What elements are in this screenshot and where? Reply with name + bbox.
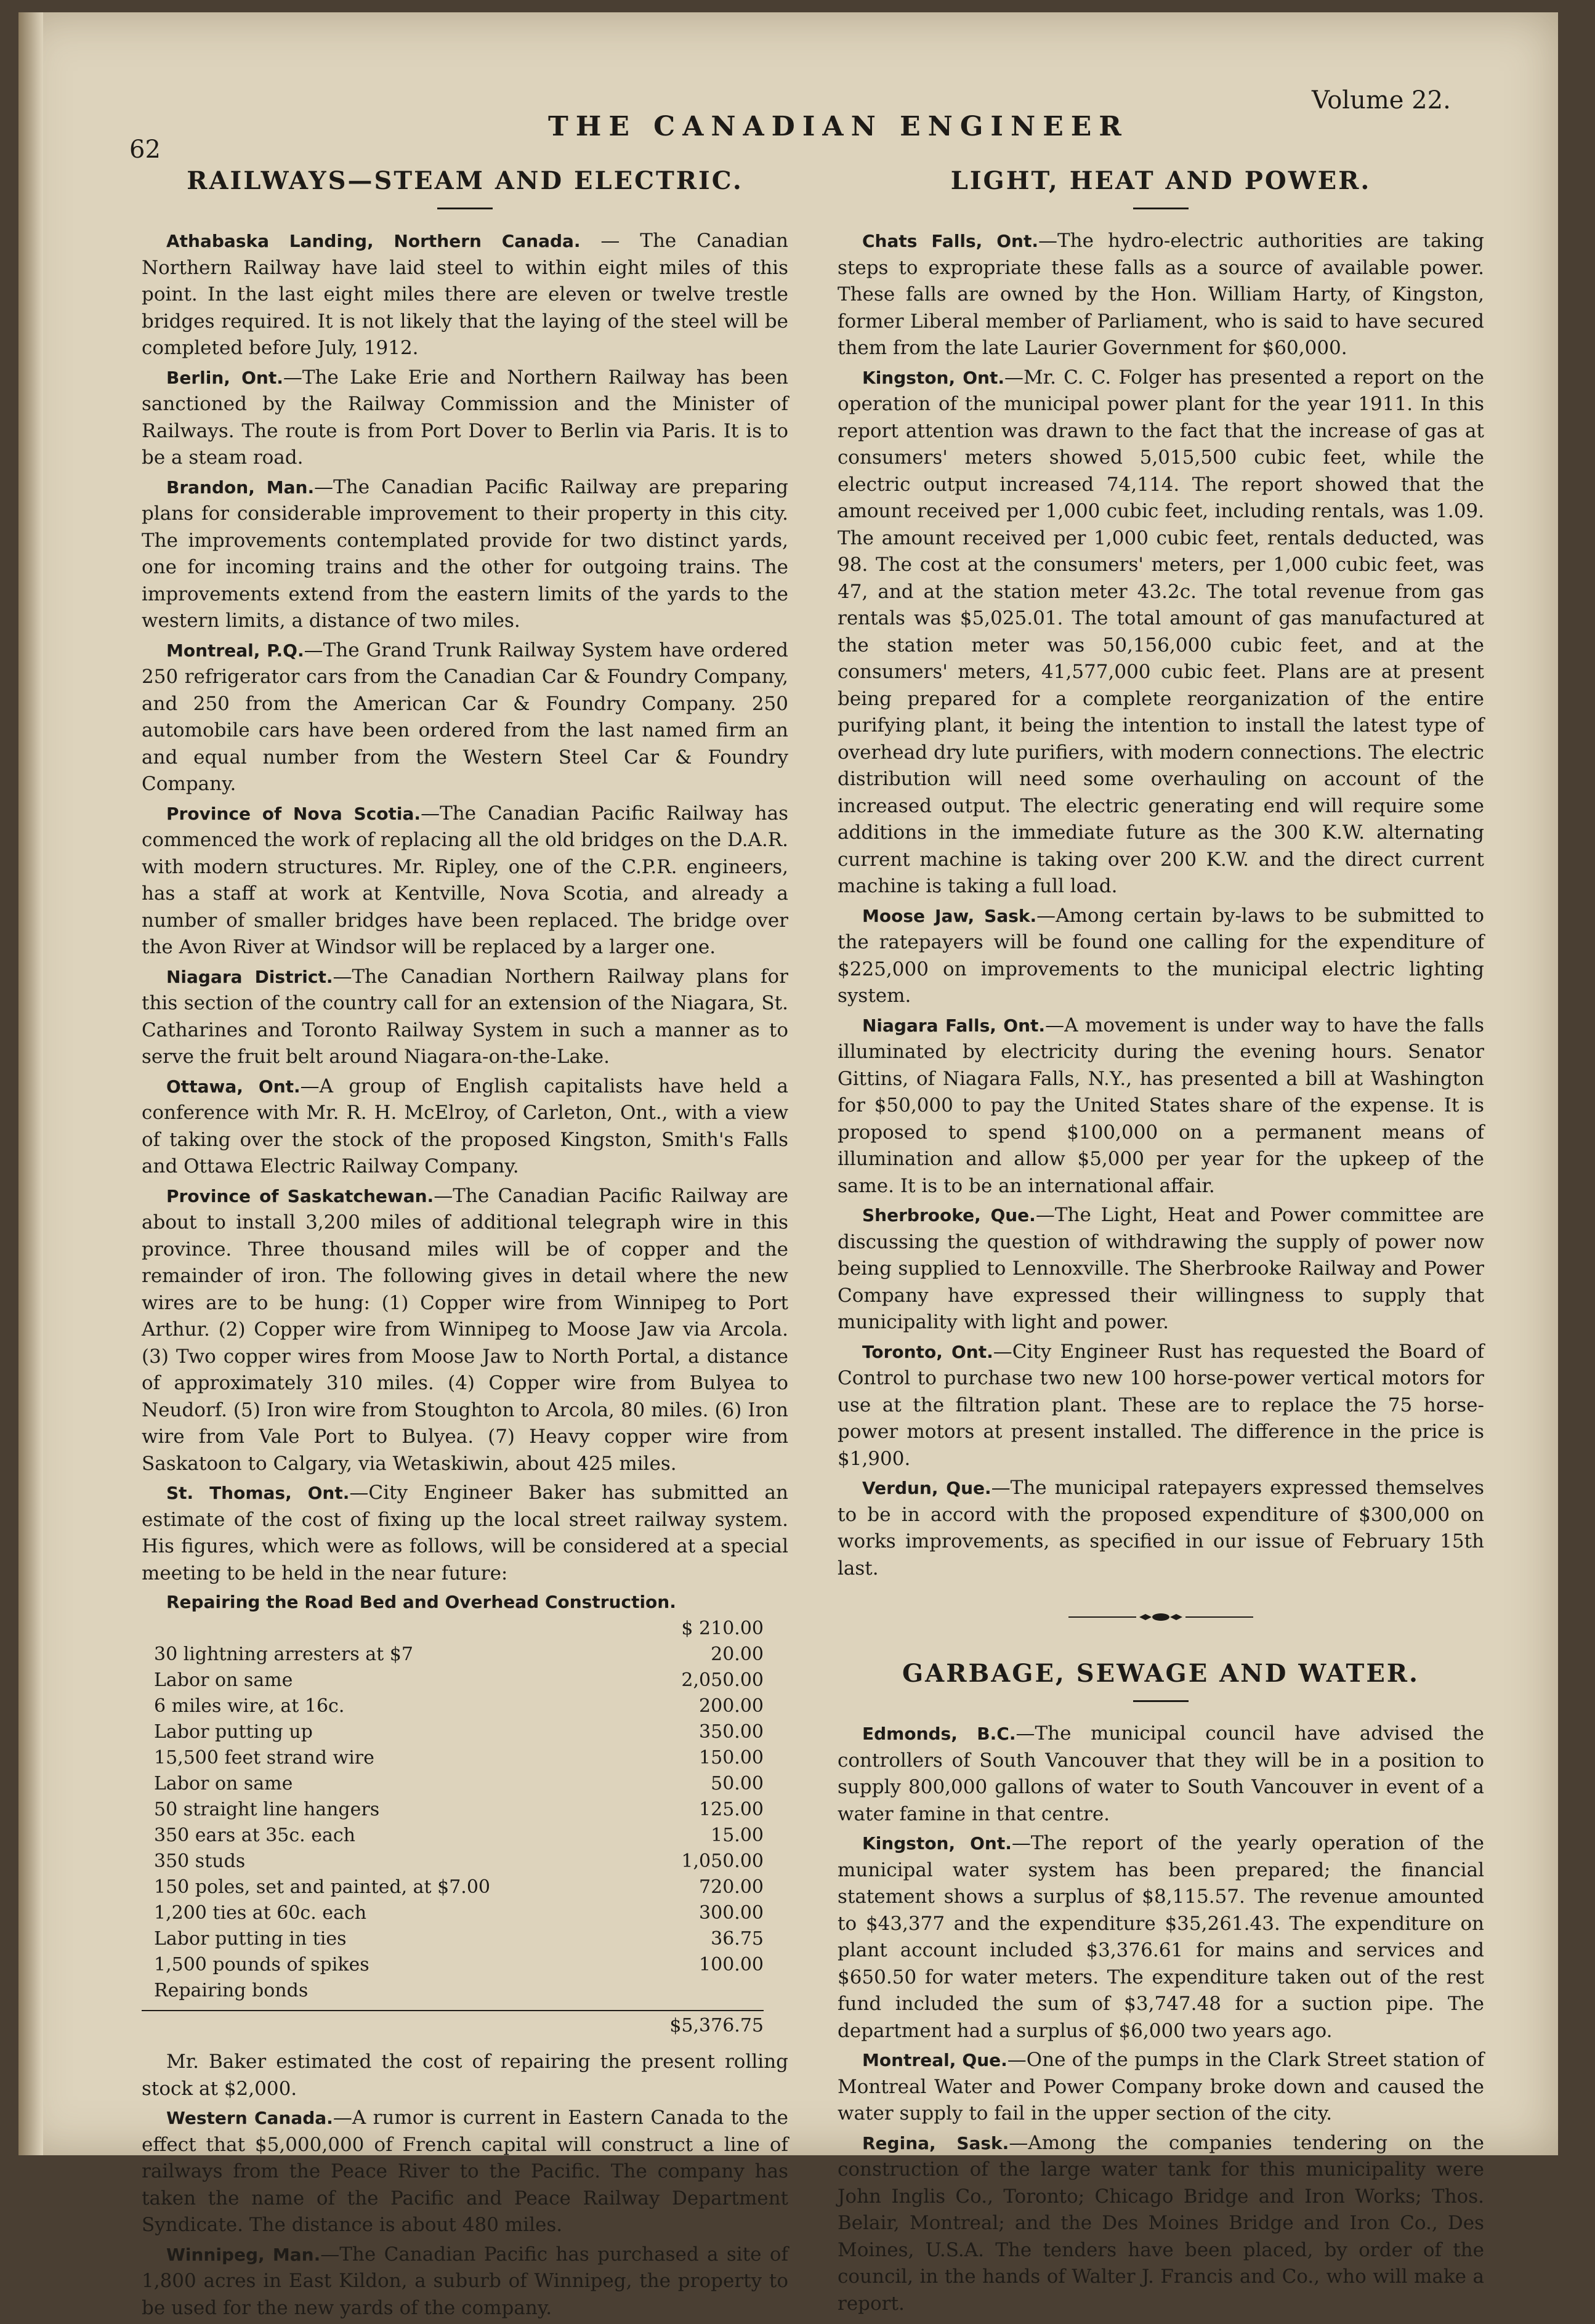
book-binding-shadow bbox=[18, 12, 43, 2155]
cost-total: $5,376.75 bbox=[142, 2010, 764, 2036]
cost-amount bbox=[634, 1978, 764, 2004]
cost-label: 6 miles wire, at 16c. bbox=[154, 1695, 345, 1717]
news-item bbox=[142, 474, 788, 635]
item-place: Kingston, Ont. bbox=[862, 1833, 1012, 1854]
cost-label: Labor putting in ties bbox=[154, 1928, 347, 1950]
cost-label: 150 poles, set and painted, at $7.00 bbox=[154, 1876, 491, 1898]
item-place: Winnipeg, Man. bbox=[166, 2244, 321, 2265]
cost-row bbox=[154, 1693, 764, 1719]
item-text: —The Canadian Pacific Railway are preparing plans for considerable improvement to their property in this city. The improvements contemplated provide for two distinct yards, one for incoming trains and the other for outgoing trains. The improvements extend from the eastern limits of the yards to the western limits, a distance of two miles. bbox=[142, 475, 788, 632]
cost-amount: 1,050.00 bbox=[681, 1850, 764, 1872]
item-place: Regina, Sask. bbox=[862, 2132, 1009, 2153]
item-text: —The Canadian Pacific Railway are about to install 3,200 miles of additional telegraph wire in this province. Three thousand miles will be of copper and the remainder of iron. The following gives in detail where the new wires are to be hung: (1) Copper wire from Winnipeg to Port Arthur. (2) Copper wire from Winnipeg to Moose Jaw via Arcola. (3) Two copper wires from Moose Jaw to North Portal, a distance of approximately 310 miles. (4) Copper wire from Bulyea to Neudorf. (5) Iron wire from Stoughton to Arcola, 80 miles. (6) Iron wire from Vale Port to Bulyea. (7) Heavy copper wire from Saskatoon to Calgary, via Wetaskiwin, about 425 miles. bbox=[142, 1184, 788, 1475]
item-text: —Among certain by-laws to be submitted to the ratepayers will be found one calling for the expenditure of $225,000 on improvements to the municipal electric lighting system. bbox=[838, 904, 1485, 1007]
cost-amount: 15.00 bbox=[711, 1825, 764, 1846]
garbage-items bbox=[838, 1721, 1484, 2317]
cost-amount: 720.00 bbox=[699, 1876, 764, 1898]
news-item bbox=[838, 1830, 1484, 2044]
news-item bbox=[838, 2047, 1484, 2128]
garbage-section-title: GARBAGE, SEWAGE AND WATER. bbox=[902, 1659, 1419, 1688]
item-text: —The Canadian Pacific Railway has commenced the work of replacing all the old bridges on the D.A.R. with modern structures. Mr. Ripley, one of the C.P.R. engineers, has a staff at work at Kentville, Nova Scotia, and already a number of smaller bridges have been replaced. The bridge over the Avon River at Windsor will be replaced by a larger one. bbox=[142, 802, 788, 958]
news-item bbox=[142, 2049, 788, 2102]
cost-amount: 125.00 bbox=[699, 1799, 764, 1820]
item-place: Montreal, P.Q. bbox=[166, 640, 304, 661]
cost-amount: 300.00 bbox=[699, 1902, 764, 1924]
cost-amount: 150.00 bbox=[699, 1747, 764, 1769]
journal-title: THE CANADIAN ENGINEER bbox=[548, 111, 1129, 142]
cost-row bbox=[154, 1849, 764, 1874]
cost-row bbox=[154, 1616, 764, 1642]
item-text: —The Grand Trunk Railway System have ordered 250 refrigerator cars from the Canadian Car & Foundry Company, and 250 from the American Car & Foundry Company. 250 automobile cars have been ordered from the last named firm an and equal number from the Western Steel Car & Foundry Company. bbox=[142, 639, 788, 795]
volume-label: Volume 22. bbox=[1312, 86, 1451, 115]
cost-amount: 200.00 bbox=[699, 1695, 764, 1717]
cost-row bbox=[154, 1771, 764, 1797]
right-column bbox=[838, 160, 1484, 2320]
item-place: Kingston, Ont. bbox=[862, 367, 1004, 388]
item-place: Province of Nova Scotia. bbox=[166, 803, 421, 824]
news-item bbox=[838, 1475, 1484, 1582]
item-text: —The Lake Erie and Northern Railway has been sanctioned by the Railway Commission and the Minister of Railways. The route is from Port Dover to Berlin via Paris. It is to be a steam road. bbox=[142, 366, 788, 469]
item-place: Moose Jaw, Sask. bbox=[862, 905, 1037, 926]
item-place: Verdun, Que. bbox=[862, 1478, 991, 1498]
page bbox=[18, 12, 1558, 2319]
item-place: Niagara District. bbox=[166, 966, 333, 987]
item-text: —A movement is under way to have the falls illuminated by electricity during the evening hours. Senator Gittins, of Niagara Falls, N.Y., has presented a bill at Washington for $50,000 to pay the United States share of the expense. It is proposed to spend $100,000 on a permanent means of illumination and allow $5,000 per year for the upkeep of the same. It is to be an international affair. bbox=[838, 1014, 1484, 1197]
item-text: —The Canadian Northern Railway plans for this section of the country call for an extension of the Niagara, St. Catharines and Toronto Railway System in such a manner as to serve the fruit belt around Niagara-on-the-Lake. bbox=[142, 965, 788, 1068]
cost-label: 350 studs bbox=[154, 1850, 246, 1872]
news-item bbox=[838, 903, 1484, 1010]
news-item bbox=[142, 1480, 788, 1587]
news-item bbox=[838, 1012, 1484, 1200]
item-text: —Mr. C. C. Folger has presented a report on the operation of the municipal power plant for the year 1911. In this report attention was drawn to the fact that the increase of gas at consumers' meters showed 5,015,500 cubic feet, while the electric output increased 74,114. The report showed that the amount received per 1,000 cubic feet, including rentals, was 1.09. The amount received per 1,000 cubic feet, rentals deducted, was 98. The cost at the consumers' meters, per 1,000 cubic feet, was 47, and at the station meter 43.2c. The total revenue from gas rentals was $5,025.01. The total amount of gas manufactured at the station meter was 50,156,000 cubic feet, and at the consumers' meters, 41,577,000 cubic feet. Plans are at present being prepared for a complete reorganization of the entire purifying plant, it being the intention to install the latest type of overhead dry lute purifiers, with modern connections. The electric distribution will need some overhauling on account of the increased output. The electric generating end will require some additions in the immediate future as the 300 K.W. alternating current machine is taking over 200 K.W. and the direct current machine is taking a full load. bbox=[838, 366, 1485, 897]
news-item bbox=[838, 1721, 1484, 1828]
item-text: —Among the companies tendering on the construction of the large water tank for this municipality were John Inglis Co., Toronto; Chicago Bridge and Iron Works; Thos. Belair, Montreal; and the Des Moines Bridge and Iron Co., Des Moines, U.S.A. The tenders have been placed, by order of the council, in the hands of Walter J. Francis and Co., who will make a report. bbox=[838, 2131, 1484, 2315]
cost-label bbox=[154, 1616, 634, 1642]
item-place: Athabaska Landing, Northern Canada. bbox=[166, 231, 581, 251]
item-place: Ottawa, Ont. bbox=[166, 1076, 301, 1097]
cost-label: Labor on same bbox=[154, 1773, 293, 1794]
item-text: Mr. Baker estimated the cost of repairing the present rolling stock at $2,000. bbox=[142, 2051, 788, 2100]
news-item bbox=[142, 2105, 788, 2239]
news-item bbox=[838, 1202, 1484, 1336]
cost-row bbox=[154, 1926, 764, 1952]
news-item bbox=[142, 2241, 788, 2322]
item-text: —The report of the yearly operation of the municipal water system has been prepared; the financial statement shows a surplus of $8,115.57. The revenue amounted to $43,377 and the expenditure $35,261.43. The expenditure on plant account included $3,376.61 for mains and services and $650.50 for water meters. The expenditure taken out of the rest fund included the sum of $3,747.48 for a suction pipe. The department had a surplus of $6,000 two years ago. bbox=[838, 1832, 1484, 2042]
cost-row bbox=[154, 1952, 764, 1978]
news-item bbox=[142, 365, 788, 472]
item-text: — The Canadian Northern Railway have laid steel to within eight miles of this point. In the last eight miles there are eleven or twelve trestle bridges required. It is not likely that the laying of the steel will be completed before July, 1912. bbox=[142, 230, 788, 359]
cost-row bbox=[154, 1978, 764, 2004]
section-rule bbox=[437, 208, 493, 209]
item-text: —City Engineer Baker has submitted an estimate of the cost of fixing up the local street railway system. His figures, which were as follows, will be considered at a special meeting to be held in the near future: bbox=[142, 1482, 788, 1584]
item-place: Sherbrooke, Que. bbox=[862, 1205, 1036, 1225]
railways-items bbox=[142, 228, 788, 1587]
cost-label: 1,500 pounds of spikes bbox=[154, 1954, 369, 1975]
news-item bbox=[142, 637, 788, 798]
cost-amount: 100.00 bbox=[699, 1954, 764, 1975]
cost-label: 350 ears at 35c. each bbox=[154, 1825, 355, 1846]
news-item bbox=[142, 801, 788, 961]
cost-row bbox=[154, 1745, 764, 1771]
page-number: 62 bbox=[129, 135, 161, 164]
news-item bbox=[142, 1073, 788, 1180]
item-place: Brandon, Man. bbox=[166, 477, 315, 498]
item-text: —The municipal ratepayers expressed themselves to be in accord with the proposed expenditure of $300,000 on works improvements, as specified in our issue of February 15th last. bbox=[838, 1477, 1484, 1580]
cost-label: Labor on same bbox=[154, 1669, 293, 1691]
cost-table bbox=[154, 1616, 764, 2004]
light-items bbox=[838, 228, 1484, 1582]
cost-amount: 50.00 bbox=[711, 1773, 764, 1794]
railways-section-title: RAILWAYS—STEAM AND ELECTRIC. bbox=[187, 166, 743, 195]
item-place: Edmonds, B.C. bbox=[862, 1724, 1016, 1744]
cost-amount: 2,050.00 bbox=[681, 1669, 764, 1691]
news-item bbox=[142, 964, 788, 1071]
cost-label: 50 straight line hangers bbox=[154, 1799, 380, 1820]
cost-label: Repairing bonds bbox=[154, 1980, 309, 2001]
item-text: —A rumor is current in Eastern Canada to the effect that $5,000,000 of French capital will construct a line of railways from the Peace River to the Pacific. The company has taken the name of the Pacific and Peace Railway Department Syndicate. The distance is about 480 miles. bbox=[142, 2107, 788, 2236]
news-item bbox=[838, 1339, 1484, 1473]
item-text: —City Engineer Rust has requested the Board of Control to purchase two new 100 horse-power vertical motors for use at the filtration plant. These are to replace the 75 horse-power motors at present installed. The difference in the price is $1,900. bbox=[838, 1340, 1485, 1470]
news-item bbox=[838, 228, 1484, 362]
item-text: —The municipal council have advised the controllers of South Vancouver that they will be in a position to supply 800,000 gallons of water to South Vancouver in event of a water famine in that centre. bbox=[838, 1722, 1484, 1825]
item-place: Toronto, Ont. bbox=[862, 1341, 993, 1362]
cost-label: 30 lightning arresters at $7 bbox=[154, 1644, 413, 1665]
news-item bbox=[142, 1183, 788, 1478]
cost-row bbox=[154, 1823, 764, 1849]
item-place: Chats Falls, Ont. bbox=[862, 231, 1038, 251]
news-item bbox=[838, 2130, 1484, 2318]
cost-label: 1,200 ties at 60c. each bbox=[154, 1902, 367, 1924]
ornamental-divider bbox=[838, 1607, 1484, 1628]
item-place: Berlin, Ont. bbox=[166, 367, 283, 388]
cost-amount: $ 210.00 bbox=[681, 1618, 764, 1639]
item-place: Western Canada. bbox=[166, 2108, 333, 2128]
cost-row bbox=[154, 1797, 764, 1823]
section-rule bbox=[1133, 1700, 1189, 1702]
cost-row bbox=[154, 1668, 764, 1693]
item-text: —One of the pumps in the Clark Street station of Montreal Water and Power Company broke down and caused the water supply to fail in the upper section of the city. bbox=[838, 2049, 1484, 2124]
cost-row bbox=[154, 1642, 764, 1668]
cost-label: Labor putting up bbox=[154, 1721, 313, 1743]
news-item bbox=[838, 365, 1484, 900]
cost-amount: 350.00 bbox=[699, 1721, 764, 1743]
item-place: St. Thomas, Ont. bbox=[166, 1483, 350, 1503]
item-text: —The Canadian Pacific has purchased a site of 1,800 acres in East Kildon, a suburb of Winnipeg, the property to be used for the new yards of the company. bbox=[142, 2243, 788, 2319]
cost-table-heading: Repairing the Road Bed and Overhead Construction. bbox=[166, 1592, 676, 1612]
cost-row bbox=[154, 1900, 764, 1926]
left-column bbox=[142, 160, 788, 2324]
item-text: —A group of English capitalists have held a conference with Mr. R. H. McElroy, of Carleton, Ont., with a view of taking over the stock of the proposed Kingston, Smith's Falls and Ottawa Electric Railway Company. bbox=[142, 1075, 788, 1177]
item-text: —The hydro-electric authorities are taking steps to expropriate these falls as a source of available power. These falls are owned by the Hon. William Harty, of Kingston, former Liberal member of Parliament, who is said to have secured them from the late Laurier Government for $60,000. bbox=[838, 230, 1484, 359]
cost-amount: 36.75 bbox=[711, 1928, 764, 1950]
railways-after-items bbox=[142, 2049, 788, 2322]
item-text: —The Light, Heat and Power committee are discussing the question of withdrawing the supply of power now being supplied to Lennoxville. The Sherbrooke Railway and Power Company have expressed their willingness to supply that municipality with light and power. bbox=[838, 1204, 1484, 1333]
cost-row bbox=[154, 1719, 764, 1745]
cost-label: 15,500 feet strand wire bbox=[154, 1747, 374, 1769]
section-rule bbox=[1133, 208, 1189, 209]
item-place: Montreal, Que. bbox=[862, 2050, 1007, 2070]
cost-amount: 20.00 bbox=[711, 1644, 764, 1665]
cost-row bbox=[154, 1874, 764, 1900]
item-place: Niagara Falls, Ont. bbox=[862, 1015, 1046, 1036]
news-item bbox=[142, 228, 788, 362]
item-place: Province of Saskatchewan. bbox=[166, 1185, 434, 1206]
ornament-icon bbox=[1068, 1611, 1253, 1623]
light-section-title: LIGHT, HEAT AND POWER. bbox=[950, 166, 1371, 195]
